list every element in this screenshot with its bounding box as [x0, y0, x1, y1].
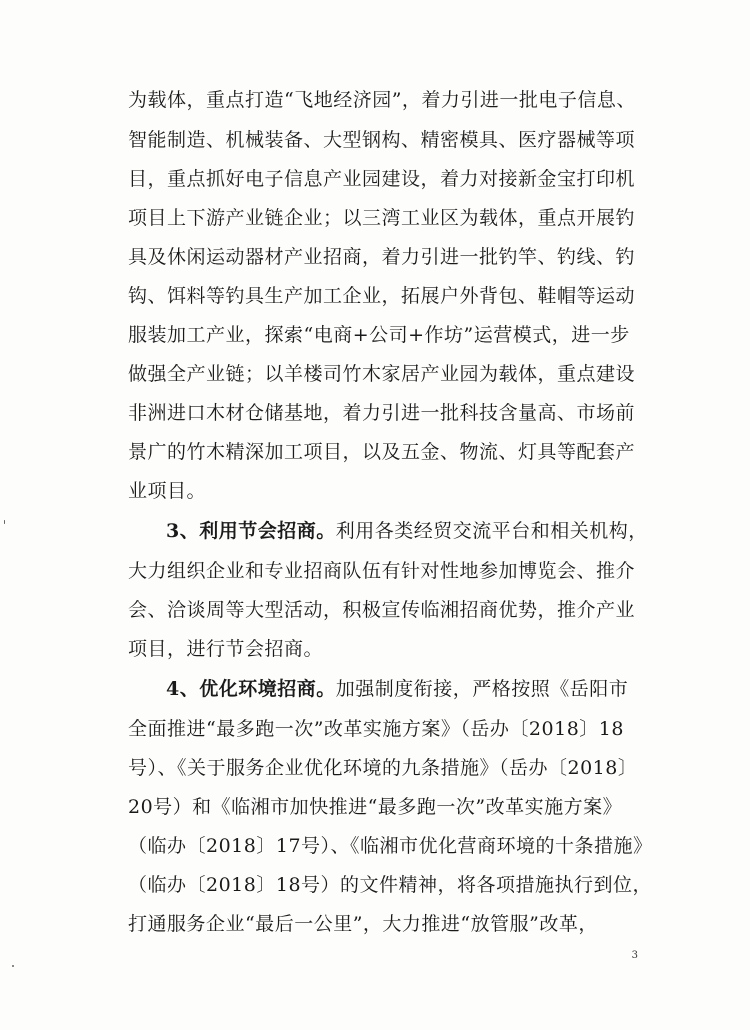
- text-line: 非洲进口木材仓储基地，着力引进一批科技含量高、市场前: [128, 402, 636, 424]
- section-4-first-line: [166, 669, 668, 709]
- section-4-heading: 4、优化环境招商。: [166, 678, 336, 700]
- text-line: 打通服务企业“最后一公里”，大力推进“放管服”改革，: [128, 913, 598, 935]
- text-line: 目，重点抓好电子信息产业园建设，着力对接新金宝打印机: [128, 168, 636, 190]
- text-line: 智能制造、机械装备、大型钢构、精密模具、医疗器械等项: [128, 129, 636, 151]
- text-line: 项目，进行节会招商。: [128, 638, 324, 660]
- text-line: 全面推进“最多跑一次”改革实施方案》（岳办〔2018〕18: [128, 718, 624, 740]
- text-line: （临办〔2018〕17号）、《临湘市优化营商环境的十条措施》: [128, 835, 653, 857]
- section-3-first-line: [166, 511, 668, 551]
- page-number: 3: [631, 950, 638, 961]
- text-line: 钩、饵料等钓具生产加工企业，拓展户外背包、鞋帽等运动: [128, 285, 636, 307]
- section-3-text: 利用各类经贸交流平台和相关机构，: [335, 520, 648, 542]
- text-line: 具及休闲运动器材产业招商，着力引进一批钓竿、钓线、钓: [128, 246, 636, 268]
- section-4-text: 加强制度衔接，严格按照《岳阳市: [335, 678, 629, 700]
- text-line: 景广的竹木精深加工项目，以及五金、物流、灯具等配套产: [128, 441, 636, 463]
- text-line: 做强全产业链；以羊楼司竹木家居产业园为载体，重点建设: [128, 363, 636, 385]
- text-line: 大力组织企业和专业招商队伍有针对性地参加博览会、推介: [128, 560, 636, 582]
- text-line: 业项目。: [128, 480, 207, 502]
- text-line: 20号）和《临湘市加快推进“最多跑一次”改革实施方案》: [128, 796, 623, 818]
- scan-speck: [4, 520, 5, 524]
- text-line: 会、洽谈周等大型活动，积极宣传临湘招商优势，推介产业: [128, 599, 636, 621]
- text-line: 项目上下游产业链企业；以三湾工业区为载体，重点开展钓: [128, 207, 636, 229]
- scan-speck: [12, 965, 14, 967]
- text-line: 号）、《关于服务企业优化环境的九条措施》（岳办〔2018〕: [128, 757, 638, 779]
- text-line: 为载体，重点打造“飞地经济园”，着力引进一批电子信息、: [128, 89, 636, 111]
- text-line: 服装加工产业，探索“电商+公司+作坊”运营模式，进一步: [128, 324, 630, 346]
- section-3-heading: 3、利用节会招商。: [166, 520, 336, 542]
- text-line: （临办〔2018〕18号）的文件精神，将各项措施执行到位，: [128, 874, 653, 896]
